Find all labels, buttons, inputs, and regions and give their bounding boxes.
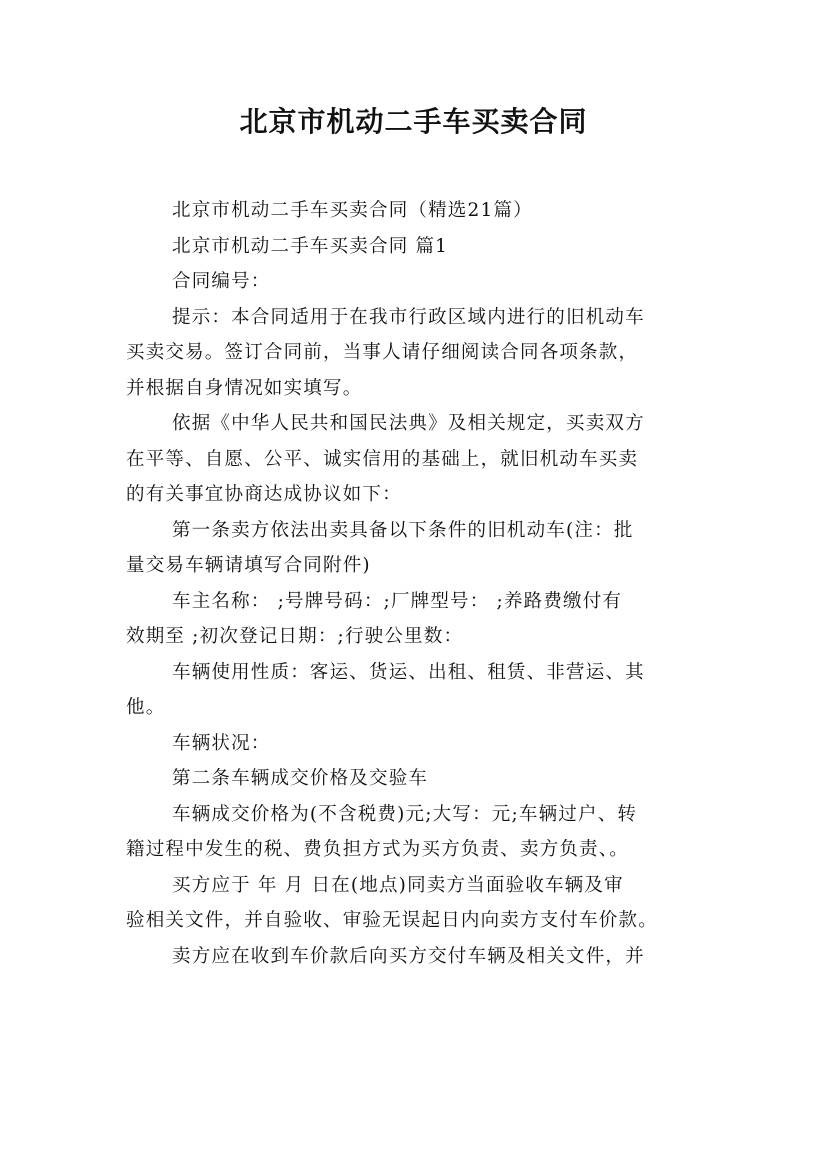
body-line: 在平等、自愿、公平、诚实信用的基础上，就旧机动车买卖 <box>126 448 639 470</box>
body-line: 合同编号： <box>172 271 271 292</box>
body-line: 车辆使用性质：客运、货运、出租、租赁、非营运、其 <box>172 661 645 683</box>
body-line: 并根据自身情况如实填写。 <box>126 377 363 399</box>
body-line: 车辆状况： <box>172 732 271 754</box>
body-line: 北京市机动二手车买卖合同 篇1 <box>172 235 449 257</box>
body-line: 籍过程中发生的税、费负担方式为买方负责、卖方负责、。 <box>126 839 629 860</box>
body-line: 效期至 ;初次登记日期：;行驶公里数： <box>126 626 464 647</box>
document-title: 北京市机动二手车买卖合同 <box>239 105 588 138</box>
body-line: 依据《中华人民共和国民法典》及相关规定，买卖双方 <box>172 413 645 434</box>
body-line: 买卖交易。签订合同前，当事人请仔细阅读合同各项条款， <box>126 342 639 363</box>
body-line: 他。 <box>126 697 166 718</box>
body-line: 北京市机动二手车买卖合同（精选21篇） <box>172 200 533 221</box>
body-line: 卖方应在收到车价款后向买方交付车辆及相关文件，并 <box>172 945 645 967</box>
body-line: 第二条车辆成交价格及交验车 <box>172 768 429 789</box>
body-line: 买方应于 年 月 日在(地点)同卖方当面验收车辆及审 <box>172 874 624 896</box>
body-line: 车主名称： ;号牌号码：;厂牌型号： ;养路费缴付有 <box>172 590 623 612</box>
body-line: 的有关事宜协商达成协议如下： <box>126 484 402 505</box>
body-line: 第一条卖方依法出卖具备以下条件的旧机动车(注：批 <box>172 519 634 541</box>
body-line: 提示：本合同适用于在我市行政区域内进行的旧机动车 <box>172 306 645 328</box>
document-body <box>126 193 706 974</box>
body-line: 车辆成交价格为(不含税费)元;大写：元;车辆过户、转 <box>172 803 638 825</box>
body-line: 验相关文件，并自验收、审验无误起日内向卖方支付车价款。 <box>126 910 658 931</box>
body-line: 量交易车辆请填写合同附件) <box>126 555 371 576</box>
